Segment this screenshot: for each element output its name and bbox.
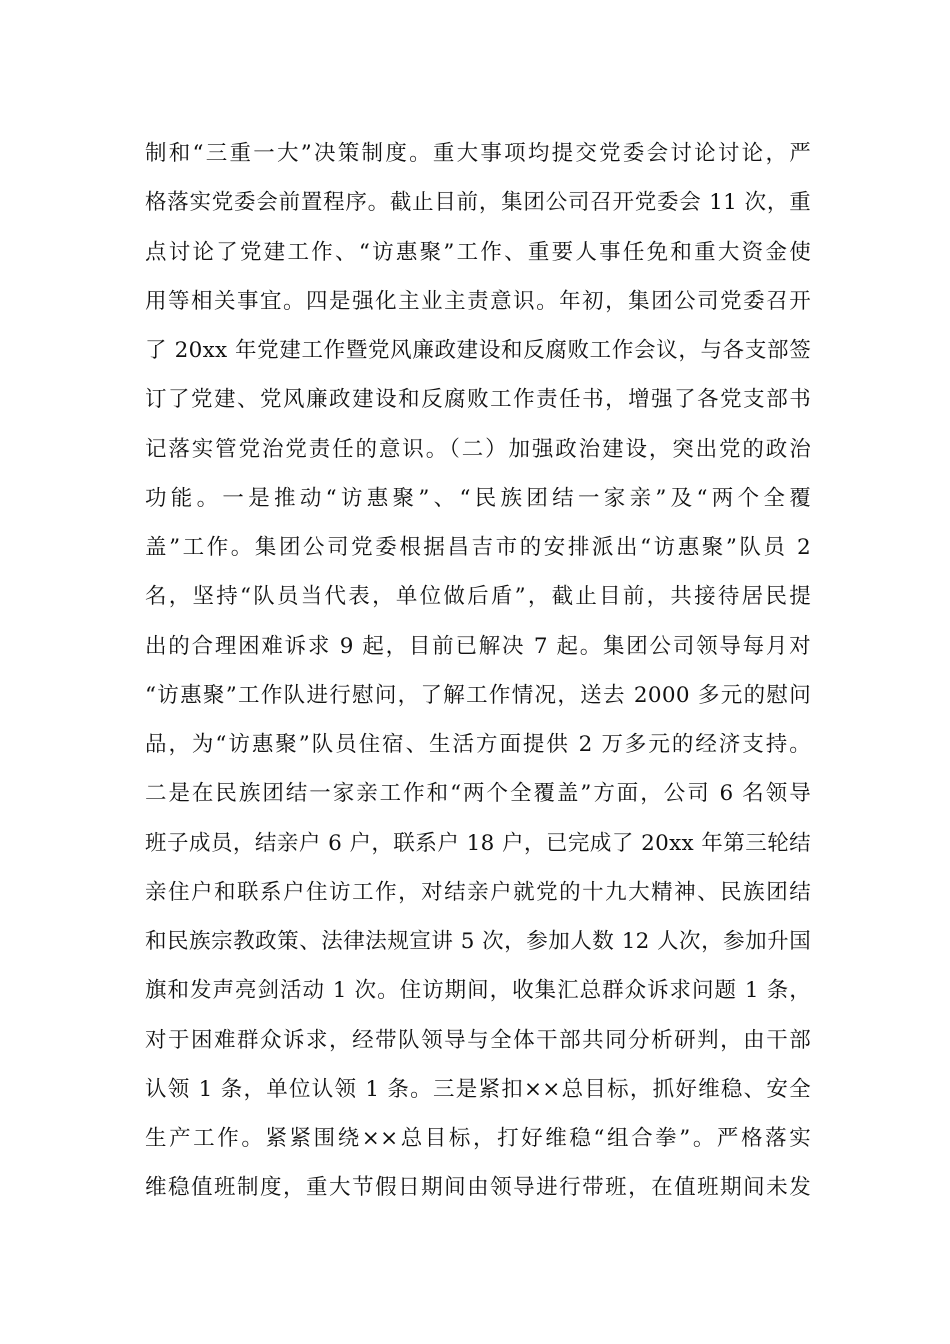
text-line: 名，坚持“队员当代表，单位做后盾”，截止目前，共接待居民提 [145,584,811,610]
text-line: 了 20xx 年党建工作暨党风廉政建设和反腐败工作会议，与各支部签 [145,338,811,363]
text-line: 认领 1 条，单位认领 1 条。三是紧扣××总目标，抓好维稳、安全 [145,1076,811,1102]
text-line: 用等相关事宜。四是强化主业主责意识。年初，集团公司党委召开 [145,288,811,314]
text-line: 旗和发声亮剑活动 1 次。住访期间，收集汇总群众诉求问题 1 条， [145,978,811,1004]
text-line: 制和“三重一大”决策制度。重大事项均提交党委会讨论讨论，严 [145,141,811,166]
text-line: 盖”工作。集团公司党委根据昌吉市的安排派出“访惠聚”队员 2 [145,535,811,560]
text-line: 和民族宗教政策、法律法规宣讲 5 次，参加人数 12 人次，参加升国 [145,929,811,954]
body-text [145,129,811,1213]
text-line: 出的合理困难诉求 9 起，目前已解决 7 起。集团公司领导每月对 [145,633,811,659]
text-line: 生产工作。紧紧围绕××总目标，打好维稳“组合拳”。严格落实 [145,1126,811,1151]
text-line: 班子成员，结亲户 6 户，联系户 18 户，已完成了 20xx 年第三轮结 [145,830,811,856]
text-line: “访惠聚”工作队进行慰问，了解工作情况，送去 2000 多元的慰问 [145,682,811,708]
text-line: 记落实管党治党责任的意识。（二）加强政治建设，突出党的政治 [145,436,811,462]
text-line: 格落实党委会前置程序。截止目前，集团公司召开党委会 11 次，重 [145,190,811,216]
text-line: 二是在民族团结一家亲工作和“两个全覆盖”方面，公司 6 名领导 [145,781,811,807]
text-line: 亲住户和联系户住访工作，对结亲户就党的十九大精神、民族团结 [145,879,811,905]
text-line: 对于困难群众诉求，经带队领导与全体干部共同分析研判，由干部 [145,1027,811,1053]
text-line: 功能。一是推动“访惠聚”、“民族团结一家亲”及“两个全覆 [145,485,811,511]
text-line: 点讨论了党建工作、“访惠聚”工作、重要人事任免和重大资金使 [145,239,811,265]
text-line: 订了党建、党风廉政建设和反腐败工作责任书，增强了各党支部书 [145,387,811,413]
text-line: 品，为“访惠聚”队员住宿、生活方面提供 2 万多元的经济支持。 [145,732,811,757]
text-line: 维稳值班制度，重大节假日期间由领导进行带班，在值班期间未发 [145,1175,811,1201]
